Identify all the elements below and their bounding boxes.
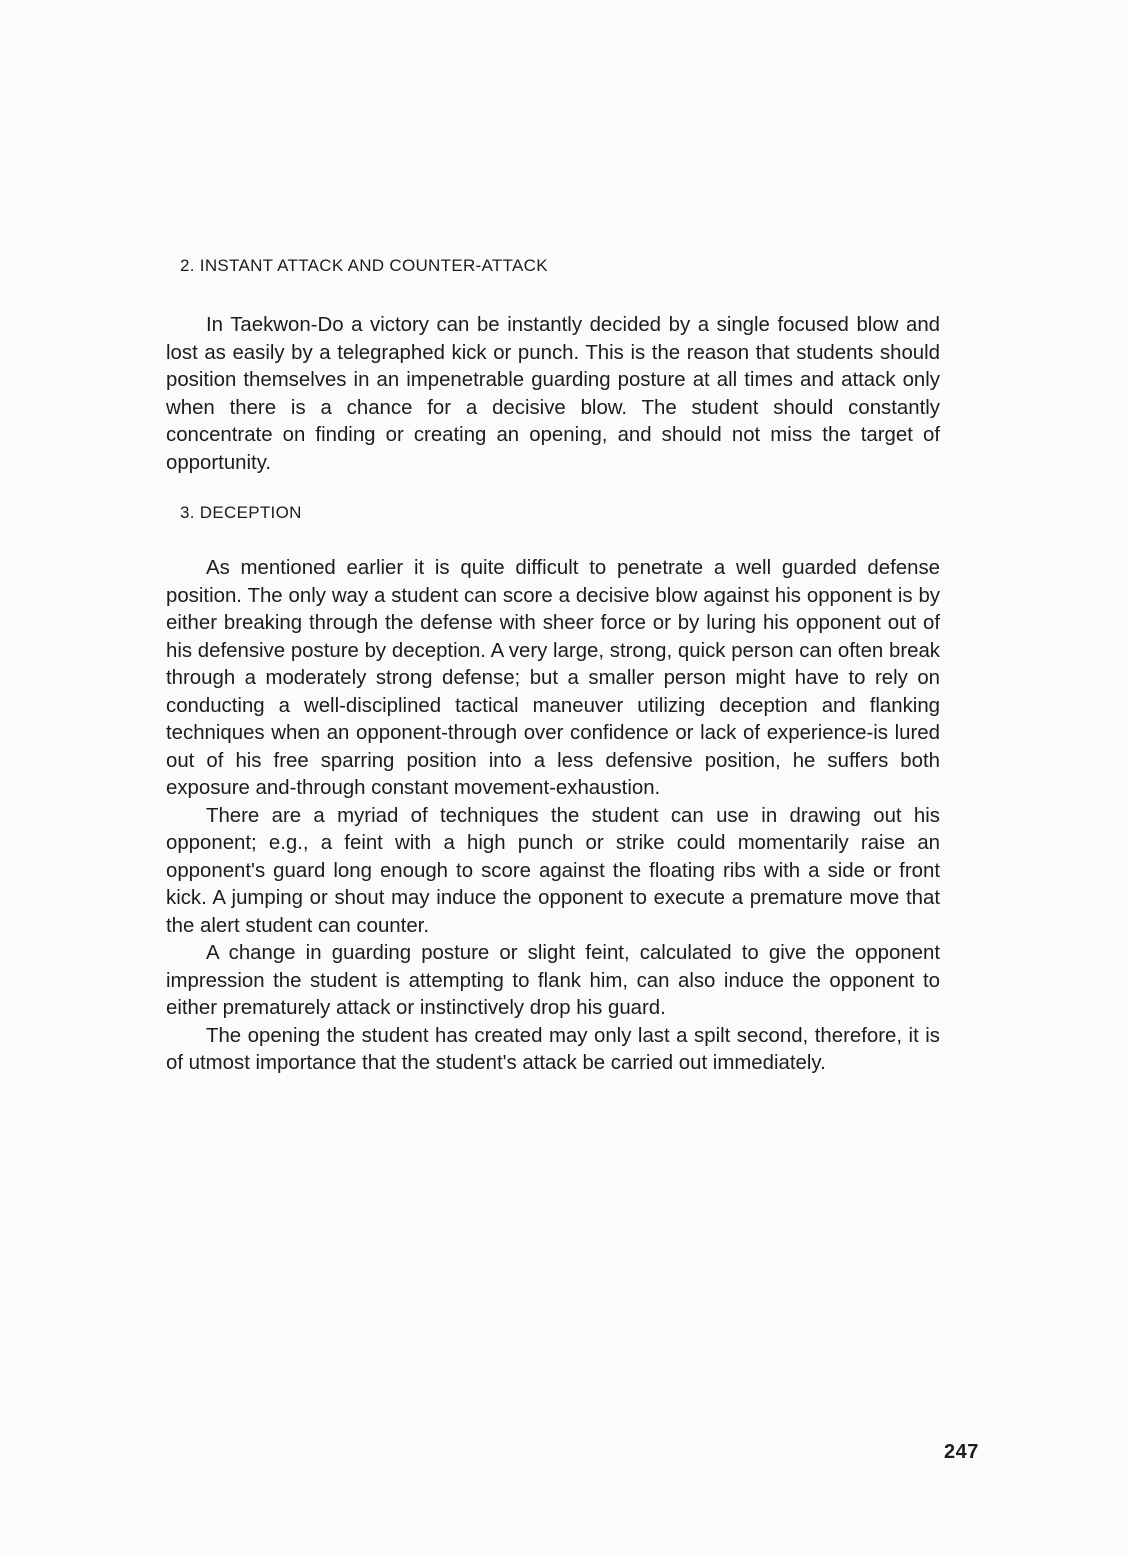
page-content bbox=[166, 252, 940, 1078]
paragraph-deception-2: There are a myriad of techniques the student can use in drawing out his opponent; e.g., a feint with a high punch or strike could momentarily raise an opponent's guard long enough to score against the floating ribs with a side or front kick. A jumping or shout may induce the opponent to execute a premature move that the alert student can counter. bbox=[166, 804, 940, 937]
paragraph-deception-1: As mentioned earlier it is quite difficult to penetrate a well guarded defense position. The only way a student can score a decisive blow against his opponent is by either breaking through the defense with sheer force or by luring his opponent out of his defensive posture by deception. A very large, strong, quick person can often break through a moderately strong defense; but a smaller person might have to rely on conducting a well-disciplined tactical maneuver utilizing deception and flanking techniques when an opponent-through over confidence or lack of experience-is lured out of his free sparring position into a less defensive position, he suffers both exposure and-through constant movement-exhaustion. bbox=[166, 557, 940, 799]
paragraph-deception-4: The opening the student has created may only last a spilt second, therefore, it is of utmost importance that the student's attack be carried out immediately. bbox=[166, 1024, 940, 1074]
paragraph-deception-3: A change in guarding posture or slight feint, calculated to give the opponent impression the student is attempting to flank him, can also induce the opponent to either prematurely attack or instinctively drop his guard. bbox=[166, 942, 940, 1019]
section-heading-instant-attack: 2. INSTANT ATTACK AND COUNTER-ATTACK bbox=[180, 256, 548, 275]
paragraph-instant-attack: In Taekwon-Do a victory can be instantly decided by a single focused blow and lost as easily by a telegraphed kick or punch. This is the reason that students should position themselves in an impenetrable guarding posture at all times and attack only when there is a chance for a decisive blow. The student should constantly concentrate on finding or creating an opening, and should not miss the target of opportunity. bbox=[166, 314, 940, 474]
section-heading-deception: 3. DECEPTION bbox=[180, 503, 302, 522]
page-number: 247 bbox=[944, 1441, 979, 1463]
